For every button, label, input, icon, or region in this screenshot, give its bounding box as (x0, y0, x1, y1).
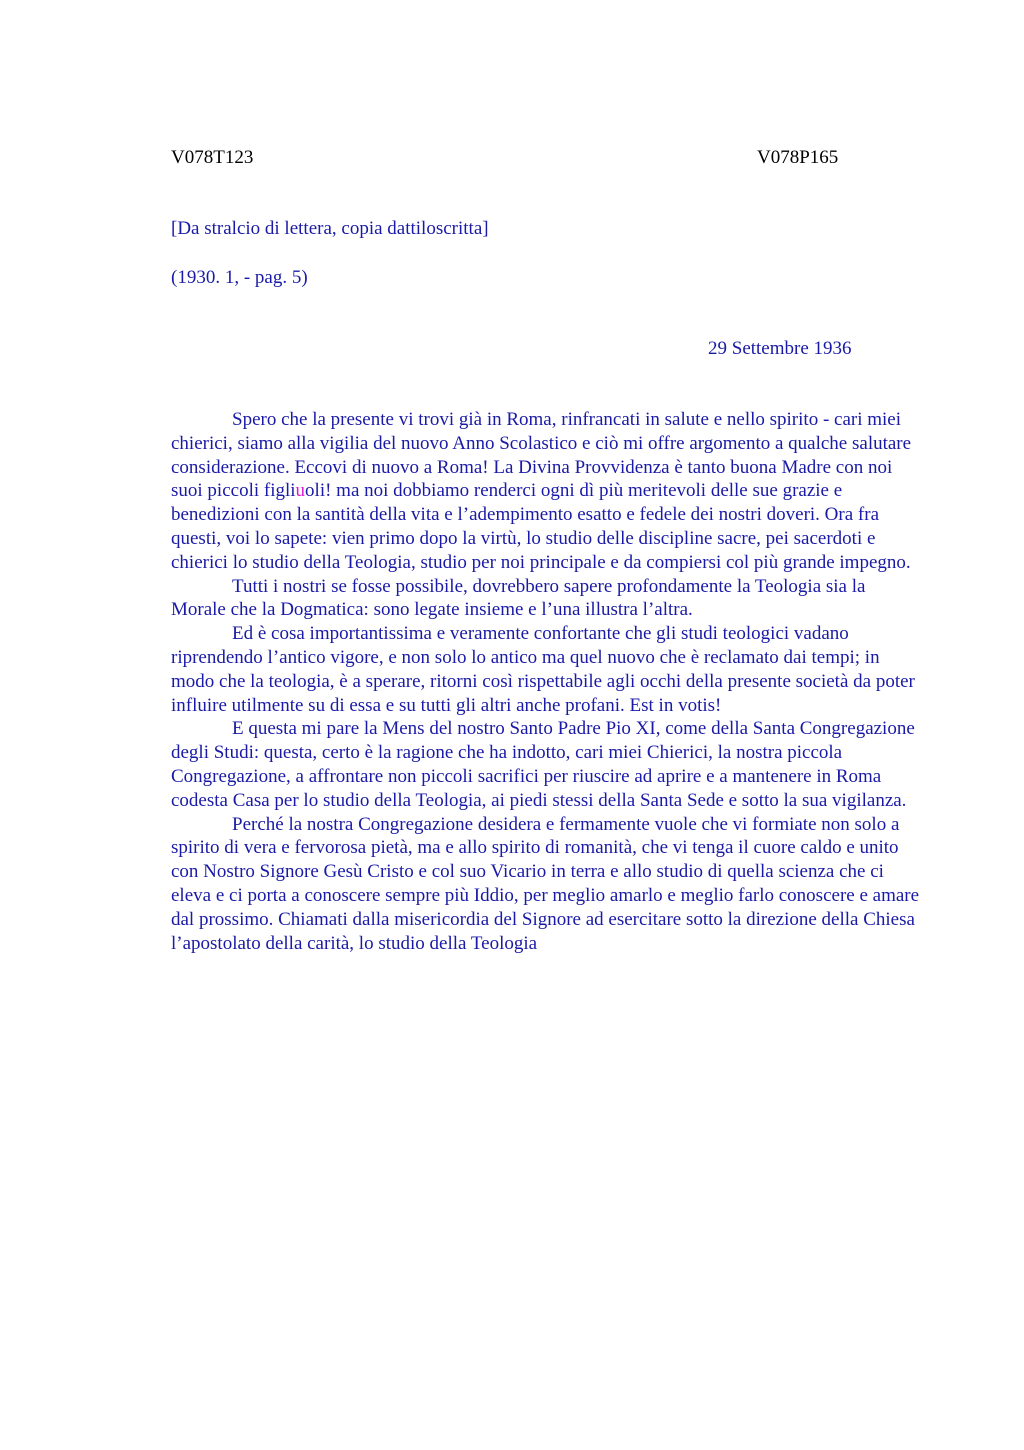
source-note: [Da stralcio di lettera, copia dattiloscritta] (171, 218, 489, 239)
paragraph-1-text-end: oli! ma noi dobbiamo renderci ogni dì più meritevoli delle sue grazie e benedizioni con la santità della vita e l’adempimento esatto e fedele dei nostri doveri. Ora fra questi, voi lo sapete: vien primo dopo la virtù, lo studio delle discipline sacre, pei sacerdoti e chierici lo studio della Teologia, studio per noi principale e da compiersi col più grande impegno. (171, 480, 911, 573)
highlighted-correction: u (295, 480, 306, 502)
reference-note: (1930. 1, - pag. 5) (171, 267, 308, 288)
paragraph-1-text-start: Spero che la presente vi trovi già in Roma, rinfrancati in salute e nello spirito - cari miei chierici, siamo alla vigilia del nuovo Anno Scolastico e ciò mi offre argomento a qualche salutare considerazione. Eccovi di nuovo a Roma! La Divina Provvidenza è tanto buona Madre con noi suoi piccoli figli (171, 409, 912, 502)
paragraph-2: Tutti i nostri se fosse possibile, dovrebbero sapere profondamente la Teologia sia la Morale che la Dogmatica: sono legate insieme e l’una illustra l’altra. (171, 575, 866, 621)
letter-body (171, 408, 925, 955)
letter-date: 29 Settembre 1936 (708, 338, 852, 359)
paragraph-3: Ed è cosa importantissima e veramente confortante che gli studi teologici vadano riprendendo l’antico vigore, e non solo lo antico ma quel nuovo che è reclamato dai tempi; in modo che la teologia, è a sperare, ritorni così rispettabile agli occhi della presente società da poter influire utilmente su di essa e su tutti gli altri anche profani. Est in votis! (171, 623, 915, 716)
document-code-right: V078P165 (757, 147, 839, 168)
paragraph-4: E questa mi pare la Mens del nostro Santo Padre Pio XI, come della Santa Congregazione degli Studi: questa, certo è la ragione che ha indotto, cari miei Chierici, la nostra piccola Congregazione, a affrontare non piccoli sacrifici per riuscire ad aprire e a mantenere in Roma codesta Casa per lo studio della Teologia, ai piedi stessi della Santa Sede e sotto la sua vigilanza. (171, 718, 915, 811)
paragraph-1 (171, 408, 925, 575)
document-code-left: V078T123 (171, 147, 254, 168)
paragraph-5: Perché la nostra Congregazione desidera e fermamente vuole che vi formiate non solo a spirito di vera e fervorosa pietà, ma e allo spirito di romanità, che vi tenga il cuore caldo e unito con Nostro Signore Gesù Cristo e col suo Vicario in terra e allo studio di quella scienza che ci eleva e ci porta a conoscere sempre più Iddio, per meglio amarlo e meglio farlo conoscere e amare dal prossimo. Chiamati dalla misericordia del Signore ad esercitare sotto la direzione della Chiesa l’apostolato della carità, lo studio della Teologia (171, 813, 920, 954)
